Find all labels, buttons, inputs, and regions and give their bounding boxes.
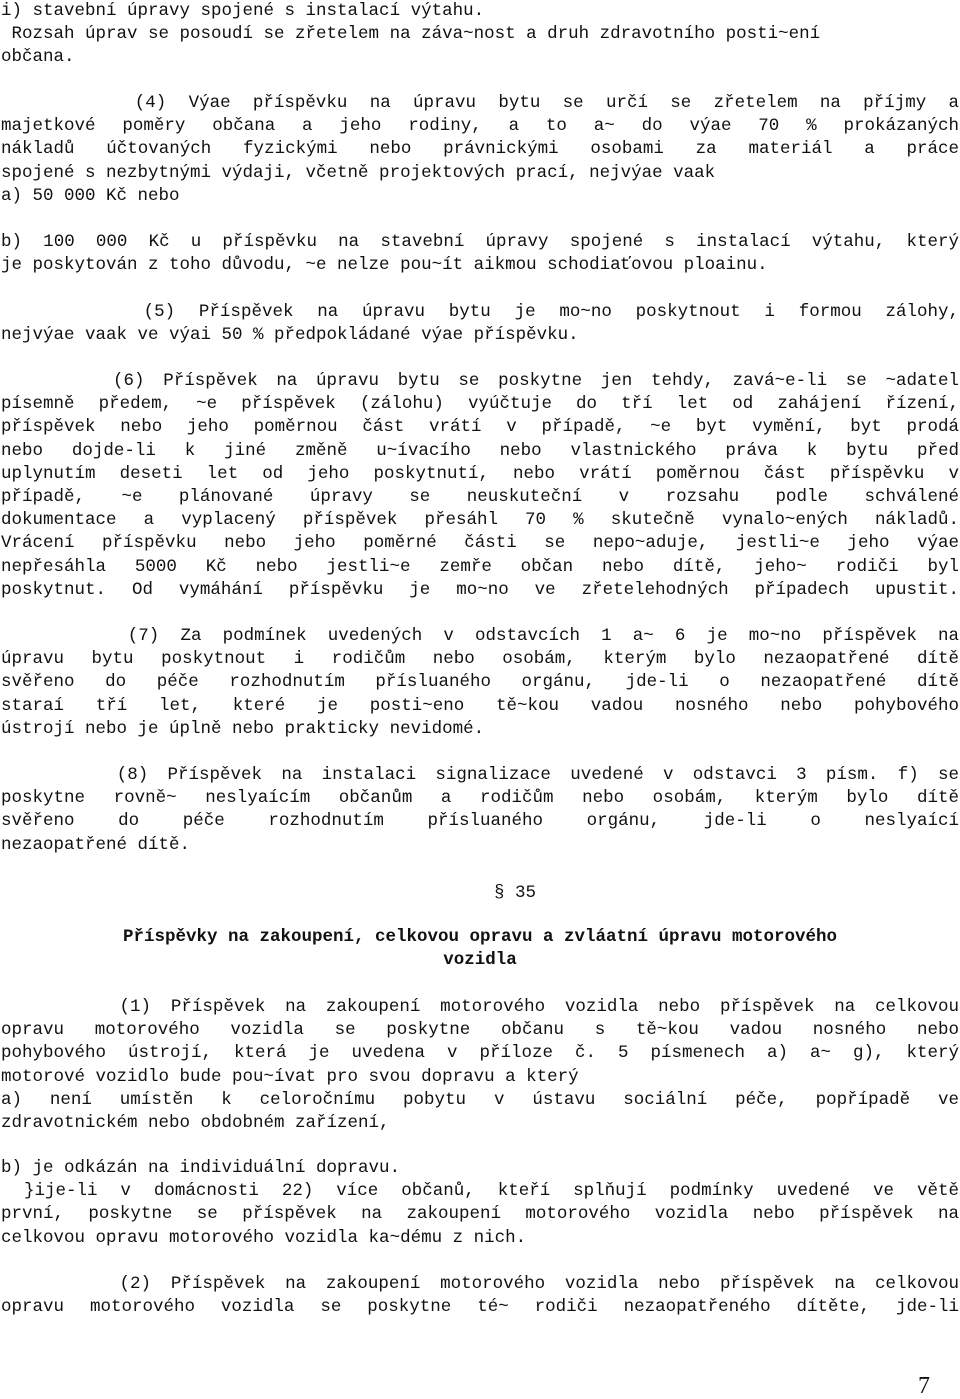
text-line: dokumentace a vyplacený příspěvek přesáhl 70 % skutečně vynalo~ených nákladů. [1, 510, 959, 531]
text-line: úpravu bytu poskytnout i rodičům nebo osobám, kterým bylo nezaopatřené dítě [1, 649, 959, 670]
paragraph [1, 1157, 959, 1250]
page-number: 7 [918, 1373, 930, 1399]
text-line: Vrácení příspěvku nebo jeho poměrné části se nepo~aduje, jestli~e jeho výae [1, 533, 959, 554]
text-line: (7) Za podmínek uvedených v odstavcích 1 a~ 6 je mo~no příspěvek na [1, 626, 959, 646]
text-line: spojené s nezbytnými výdaji, včetně projektových prací, nejvýae vaak [1, 162, 716, 183]
text-line: první, poskytne se příspěvek na zakoupení motorového vozidla nebo příspěvek na [1, 1204, 959, 1225]
text-line: a) není umístěn k celoročnímu pobytu v ústavu sociální péče, popřípadě ve [1, 1089, 959, 1110]
text-line: Rozsah úprav se posoudí se zřetelem na záva~nost a druh zdravotního posti~ení [1, 24, 821, 45]
paragraph [1, 92, 959, 208]
text-line: opravu motorového vozidla se poskytne té~ rodiči nezaopatřeného dítěte, jde-li [1, 1297, 959, 1318]
text-line: opravu motorového vozidla se poskytne občanu s tě~kou vadou nosného nebo [1, 1020, 959, 1041]
text-line: i) stavební úpravy spojené s instalací výtahu. [1, 1, 485, 21]
text-line: staraí tří let, které je posti~eno tě~kou vadou nosného nebo pohybového [1, 695, 959, 716]
paragraph [1, 301, 959, 347]
paragraph [1, 0, 959, 70]
text-line: poskytne rovně~ neslyaícím občanům a rodičům nebo osobám, kterým bylo dítě [1, 788, 959, 809]
text-line: majetkové poměry občana a jeho rodiny, a to a~ do výae 70 % prokázaných [1, 116, 959, 137]
text-line: (8) Příspěvek na instalaci signalizace uvedené v odstavci 3 písm. f) se [1, 765, 959, 785]
text-line: celkovou opravu motorového vozidla ka~dému z nich. [1, 1227, 527, 1248]
text-line: (1) Příspěvek na zakoupení motorového vozidla nebo příspěvek na celkovou [1, 997, 959, 1017]
text-line: písemně předem, ~e příspěvek (zálohu) vyúčtuje do tří let od zahájení řízení, [1, 394, 959, 415]
paragraph [1, 231, 959, 277]
text-line: (6) Příspěvek na úpravu bytu se poskytne jen tehdy, zavá~e-li se ~adatel [1, 371, 959, 391]
text-line: svěřeno do péče rozhodnutím přísluaného orgánu, jde-li o nezaopatřené dítě [1, 672, 959, 693]
text-line: nepřesáhla 5000 Kč nebo jestli~e zemře občan nebo dítě, jeho~ rodiči byl [1, 556, 959, 577]
text-line: nejvýae vaak ve výai 50 % předpokládané výae příspěvku. [1, 325, 579, 346]
text-line: a) 50 000 Kč nebo [1, 185, 180, 206]
paragraph [1, 996, 959, 1135]
text-line: nákladů účtovaných fyzickými nebo právnickými osobami za materiál a práce [1, 139, 959, 160]
text-line: }ije-li v domácnosti 22) více občanů, kteří splňují podmínky uvedené ve větě [1, 1181, 959, 1202]
section-title [1, 926, 959, 972]
paragraph [1, 625, 959, 741]
text-line: (5) Příspěvek na úpravu bytu je mo~no poskytnout i formou zálohy, [1, 302, 959, 322]
text-line: (4) Výae příspěvku na úpravu bytu se určí se zřetelem na příjmy a [1, 93, 959, 113]
text-line: svěřeno do péče rozhodnutím přísluaného orgánu, jde-li o neslyaící [1, 811, 959, 832]
section-heading: § 35 [494, 883, 537, 903]
paragraph [1, 1273, 959, 1319]
text-line: ústrojí nebo je úplně nebo prakticky nevidomé. [1, 718, 485, 739]
text-line: poskytnut. Od vymáhání příspěvku je mo~no ve zřetelehodných případech upustit. [1, 579, 959, 600]
text-line: pohybového ústrojí, která je uvedena v příloze č. 5 písmenech a) a~ g), který [1, 1043, 959, 1064]
text-line: motorové vozidlo bude pou~ívat pro svou dopravu a který [1, 1066, 579, 1087]
text-line: příspěvek nebo jeho poměrnou část vrátí v případě, ~e byt vymění, byt prodá [1, 417, 959, 438]
text-line: případě, ~e plánované úpravy se neuskuteční v rozsahu podle schválené [1, 486, 959, 507]
paragraph [1, 764, 959, 857]
text-line: uplynutím deseti let od jeho poskytnutí, nebo vrátí poměrnou část příspěvku v [1, 463, 959, 484]
text-line: je poskytován z toho důvodu, ~e nelze pou~ít aikmou schodiaťovou ploainu. [1, 255, 768, 276]
text-line: nebo dojde-li k jiné změně u~ívacího nebo vlastnického práva k bytu před [1, 440, 959, 461]
text-line: vozidla [443, 950, 517, 971]
text-line: Příspěvky na zakoupení, celkovou opravu a zvláatní úpravu motorového [122, 927, 838, 947]
text-line: b) je odkázán na individuální dopravu. [1, 1158, 401, 1178]
text-line: b) 100 000 Kč u příspěvku na stavební úpravy spojené s instalací výtahu, který [1, 232, 959, 252]
text-line: (2) Příspěvek na zakoupení motorového vozidla nebo příspěvek na celkovou [1, 1274, 959, 1294]
text-line: občana. [1, 47, 75, 68]
text-line: nezaopatřené dítě. [1, 834, 191, 855]
paragraph [1, 370, 959, 602]
text-line: zdravotnickém nebo obdobném zařízení, [1, 1112, 390, 1133]
